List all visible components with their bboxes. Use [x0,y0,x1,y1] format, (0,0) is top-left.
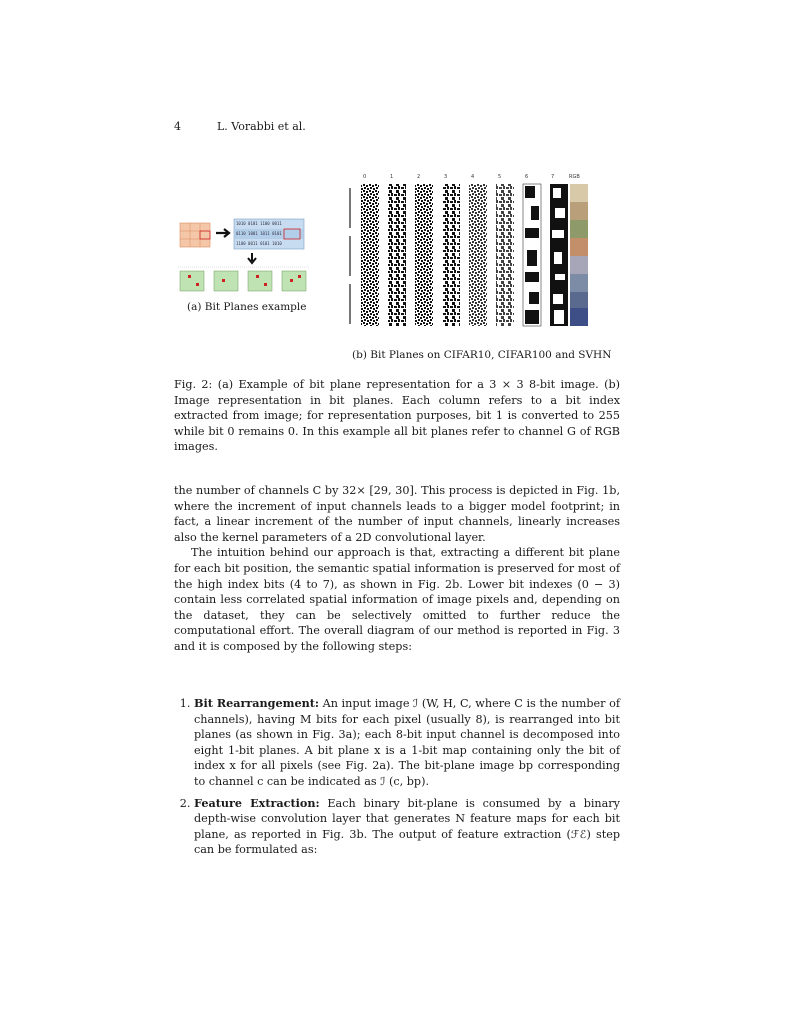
col-label-7: 7 [551,174,555,180]
page-number: 4 [174,120,181,133]
bit-planes-example-diagram [176,205,312,301]
step-1-text: An input image ℐ (W, H, C, where C is the number of channels), having M bits for each pixel (usually 8), is rearranged into bit planes (as shown in Fig. 3a); each 8-bit input channel is decomposed into eight 1-bit planes. A bit plane x is a 1-bit map containing only the bit of index x for all pixels (see Fig. 2a). The bit-plane image bp corresponding to channel c can be indicated as ℐ (c, bp). [194,697,620,788]
step-2-title: Feature Extraction: [194,795,320,810]
figure-caption-label: Fig. 2: [174,378,213,391]
col-label-1: 1 [390,174,394,180]
paragraph-1: the number of channels C by 32× [29, 30]. This process is depicted in Fig. 1b, where the increment of input channels leads to a bigger model footprint; in fact, a linear increment of the number of input channels, linearly increases also the kernel parameters of a 2D convolutional layer. [174,484,620,544]
step-1-title: Bit Rearrangement: [194,696,319,710]
svg-text:1100 0011 0101 1010: 1100 0011 0101 1010 [236,241,282,246]
col-label-2: 2 [417,174,421,180]
bit-planes-grid [345,172,590,328]
col-label-6: 6 [525,174,529,180]
subfigure-b-caption: (b) Bit Planes on CIFAR10, CIFAR100 and SVHN [352,349,612,361]
col-label-4: 4 [471,174,475,180]
step-1 [194,696,620,790]
col-label-5: 5 [498,174,502,180]
subfigure-a-caption: (a) Bit Planes example [187,301,307,313]
running-authors: L. Vorabbi et al. [217,120,306,133]
paragraph-2: The intuition behind our approach is that, extracting a different bit plane for each bit position, the semantic spatial information is preserved for most of the high index bits (4 to 7), as shown in Fig. 2b. Lower bit indexes (0 − 3) contain less correlated spatial information of image pixels and, depending on the dataset, they can be selectively omitted to further reduce the computational effort. The overall diagram of our method is reported in Fig. 3 and it is composed by the following steps: [174,546,620,653]
steps-list [174,696,620,864]
figure-caption [174,377,620,455]
svg-text:0110 1001 1011 0101: 0110 1001 1011 0101 [236,231,282,236]
body-text [174,483,620,655]
step-2-text: Each binary bit-plane is consumed by a binary depth-wise convolution layer that generates N feature maps for each bit plane, as reported in Fig. 3b. The output of feature extraction (ℱℰ) step can be formulated as: [194,796,620,857]
step-2 [194,796,620,858]
figure-caption-text: (a) Example of bit plane representation for a 3 × 3 8-bit image. (b) Image representation in bit planes. Each column refers to a bit index extracted from image; for representation purposes, bit 1 is converted to 255 while bit 0 remains 0. In this example all bit planes refer to channel G of RGB images. [174,378,620,454]
col-label-0: 0 [363,174,367,180]
col-label-3: 3 [444,174,448,180]
svg-text:1010 0101 1100 0011: 1010 0101 1100 0011 [236,221,282,226]
col-label-rgb: RGB [569,174,580,180]
